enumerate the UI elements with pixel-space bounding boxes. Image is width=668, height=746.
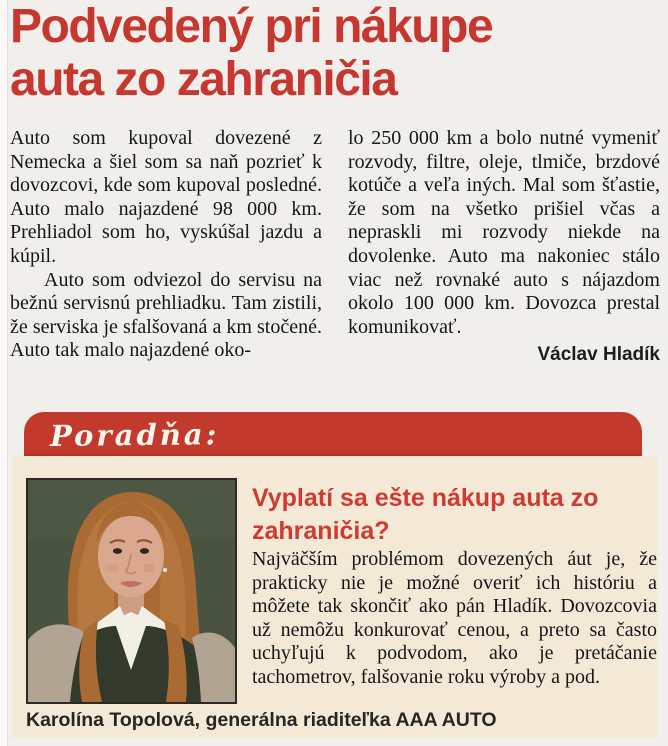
article-body [10,127,660,366]
article-paragraph: Auto som odviezol do servisu na bežnú servisnú prehliadku. Tam zistili, že serviska je sfalšovaná a km stočené. Auto tak malo najazdené oko- [10,268,322,362]
cheek [143,564,155,572]
advice-section-banner [24,412,642,456]
cheek [107,564,119,572]
advice-question: Vyplatí sa ešte nákup auta zo zahraničia? [252,484,599,545]
article-byline: Václav Hladík [537,344,660,366]
portrait-photo-illustration [28,480,235,702]
advice-answer: Najväčším problémom dovezených áut je, že prakticky nie je možné overiť ich históriu a môžete tak skončiť ako pán Hladík. Dovozcovia už nemôžu konkurovať cenou, a preto sa často uchyľujú k podvodom, ako je pretáčanie tachometrov, falšovanie roku výroby a pod. [252,548,657,688]
headline-line-1: Podvedený pri nákupe [10,0,493,53]
headline-line-2: auta zo zahraničia [10,53,397,106]
article-paragraph: lo 250 000 km a bolo nutné vymeniť rozvody, filtre, oleje, tlmiče, brzdové kotúče a veľa iných. Mal som šťastie, že som na všetko prišiel včas a nepraskli mi rozvody niekde na dovolenke. Auto ma nakoniec stálo viac než rovnaké auto s nájazdom okolo 100 000 km. Dovozca prestal komunikovať. [348,127,660,338]
earring [163,568,167,572]
article-column-right [348,127,660,366]
portrait-photo [26,478,237,704]
article-paragraph: Auto som kupoval dovezené z Nemecka a šiel som sa naň pozrieť k dovozcovi, kde som kupoval posledné. Auto malo najazdené 98 000 km. Prehliadol som ho, vyskúšal jazdu a kúpil. [10,127,322,267]
article-headline [10,0,660,106]
eye-left [113,548,122,554]
eye-right [140,548,149,554]
advice-banner-label: Poradňa: [49,417,220,453]
photo-caption: Karolína Topolová, generálna riaditeľka AAA AUTO [26,709,497,731]
article-column-left [10,127,322,366]
